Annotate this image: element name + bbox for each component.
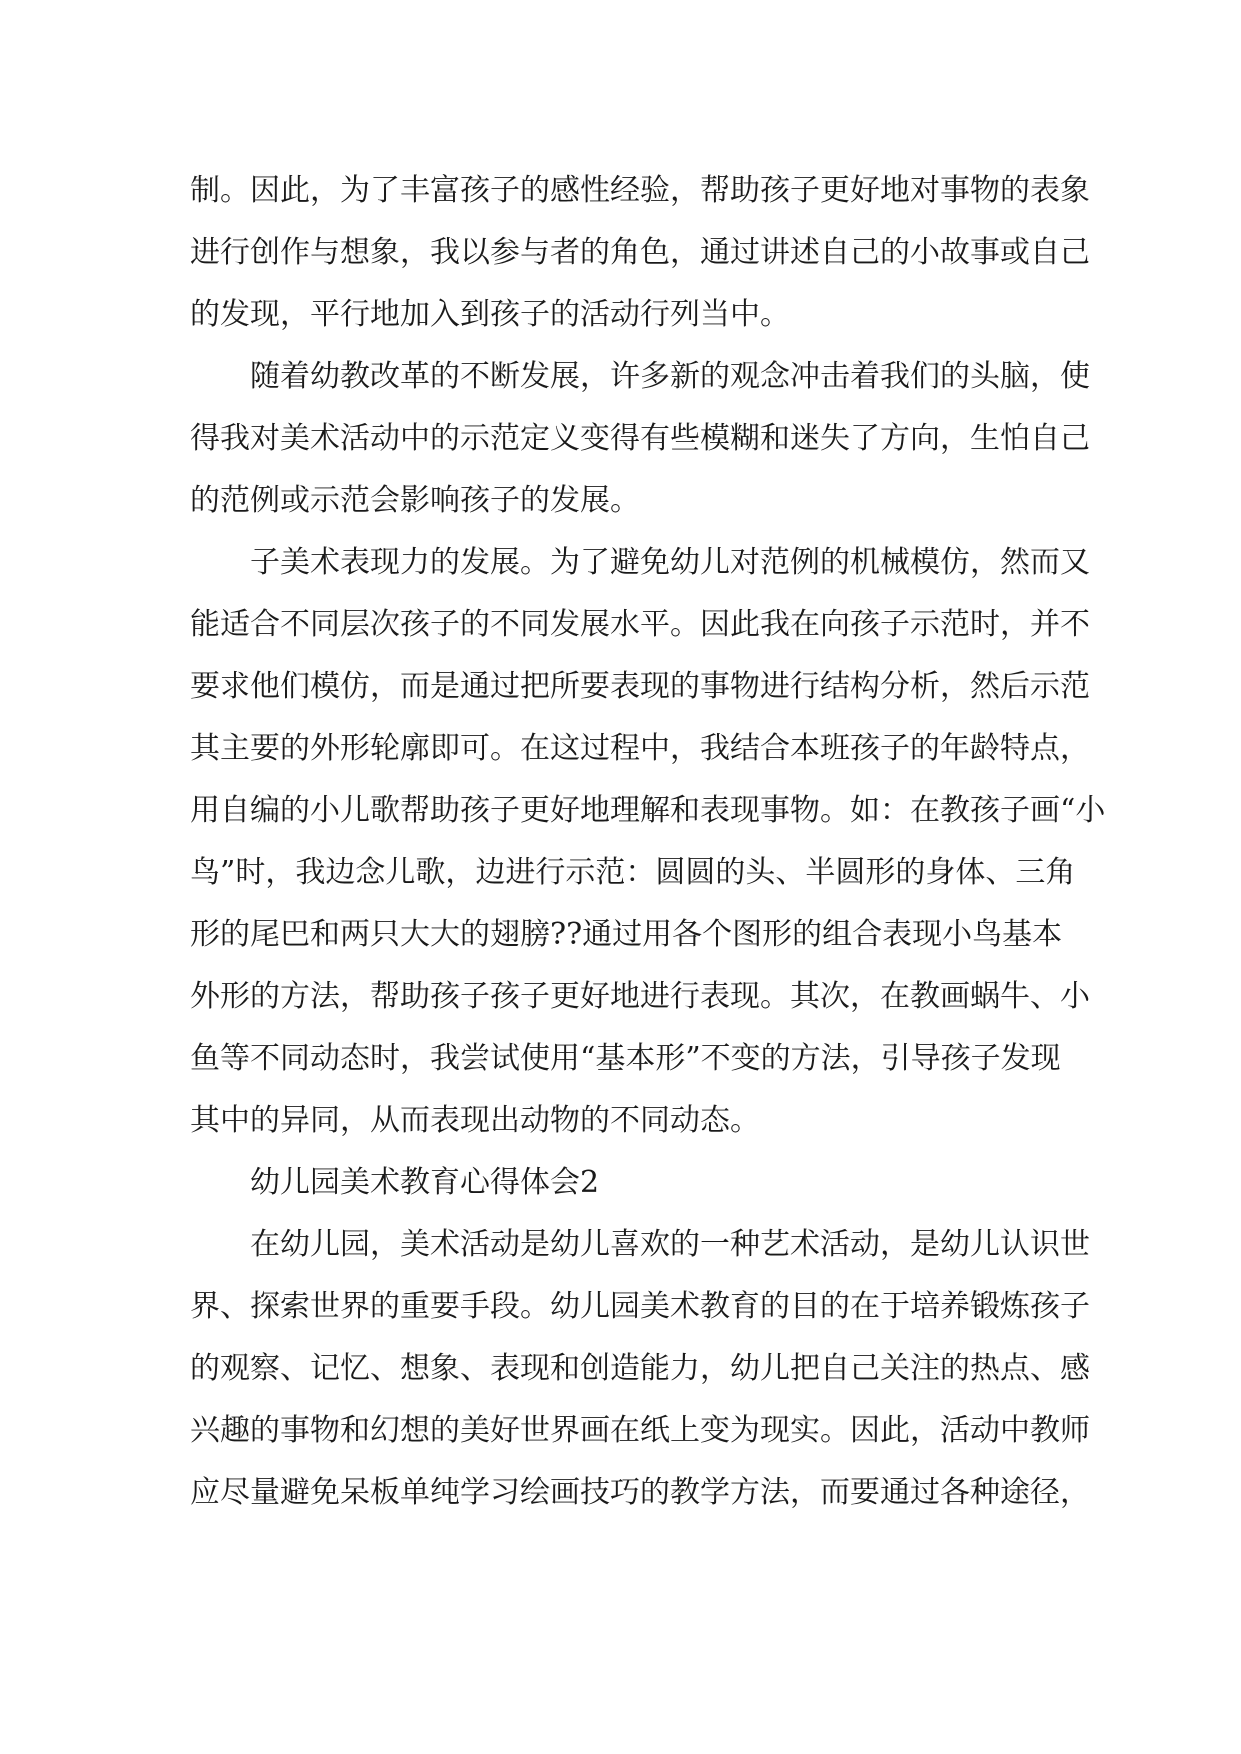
paragraph-3 — [190, 532, 1106, 1152]
text-line: 的发现，平行地加入到孩子的活动行列当中。 — [190, 297, 790, 332]
text-line: 的范例或示范会影响孩子的发展。 — [190, 483, 640, 518]
text-line: 鸟”时，我边念儿歌，边进行示范：圆圆的头、半圆形的身体、三角 — [190, 855, 1076, 890]
text-line: 其主要的外形轮廓即可。在这过程中，我结合本班孩子的年龄特点， — [190, 731, 1090, 766]
text-line: 进行创作与想象，我以参与者的角色，通过讲述自己的小故事或自己 — [190, 235, 1090, 270]
paragraph-4 — [190, 1214, 1090, 1524]
paragraph-1 — [190, 160, 1090, 346]
paragraph-2 — [190, 346, 1090, 532]
text-line: 界、探索世界的重要手段。幼儿园美术教育的目的在于培养锻炼孩子 — [190, 1289, 1090, 1324]
heading-text: 幼儿园美术教育心得体会2 — [250, 1165, 600, 1200]
text-line: 其中的异同，从而表现出动物的不同动态。 — [190, 1103, 760, 1138]
text-line: 应尽量避免呆板单纯学习绘画技巧的教学方法，而要通过各种途径， — [190, 1475, 1090, 1510]
text-line: 外形的方法，帮助孩子孩子更好地进行表现。其次，在教画蜗牛、小 — [190, 979, 1090, 1014]
text-line: 能适合不同层次孩子的不同发展水平。因此我在向孩子示范时，并不 — [190, 607, 1090, 642]
text-line: 的观察、记忆、想象、表现和创造能力，幼儿把自己关注的热点、感 — [190, 1351, 1090, 1386]
text-line: 得我对美术活动中的示范定义变得有些模糊和迷失了方向，生怕自己 — [190, 421, 1090, 456]
text-line: 形的尾巴和两只大大的翅膀??通过用各个图形的组合表现小鸟基本 — [190, 917, 1063, 952]
text-line: 要求他们模仿，而是通过把所要表现的事物进行结构分析，然后示范 — [190, 669, 1090, 704]
text-line: 兴趣的事物和幻想的美好世界画在纸上变为现实。因此，活动中教师 — [190, 1413, 1090, 1448]
text-line: 在幼儿园，美术活动是幼儿喜欢的一种艺术活动，是幼儿认识世 — [250, 1227, 1090, 1262]
text-line: 子美术表现力的发展。为了避免幼儿对范例的机械模仿，然而又 — [250, 545, 1090, 580]
text-line: 用自编的小儿歌帮助孩子更好地理解和表现事物。如：在教孩子画“小 — [190, 793, 1106, 828]
text-line: 随着幼教改革的不断发展，许多新的观念冲击着我们的头脑，使 — [250, 359, 1090, 394]
section-heading — [190, 1152, 1058, 1214]
text-line: 制。因此，为了丰富孩子的感性经验，帮助孩子更好地对事物的表象 — [190, 173, 1090, 208]
document-body — [190, 160, 1106, 1524]
text-line: 鱼等不同动态时，我尝试使用“基本形”不变的方法，引导孩子发现 — [190, 1041, 1061, 1076]
